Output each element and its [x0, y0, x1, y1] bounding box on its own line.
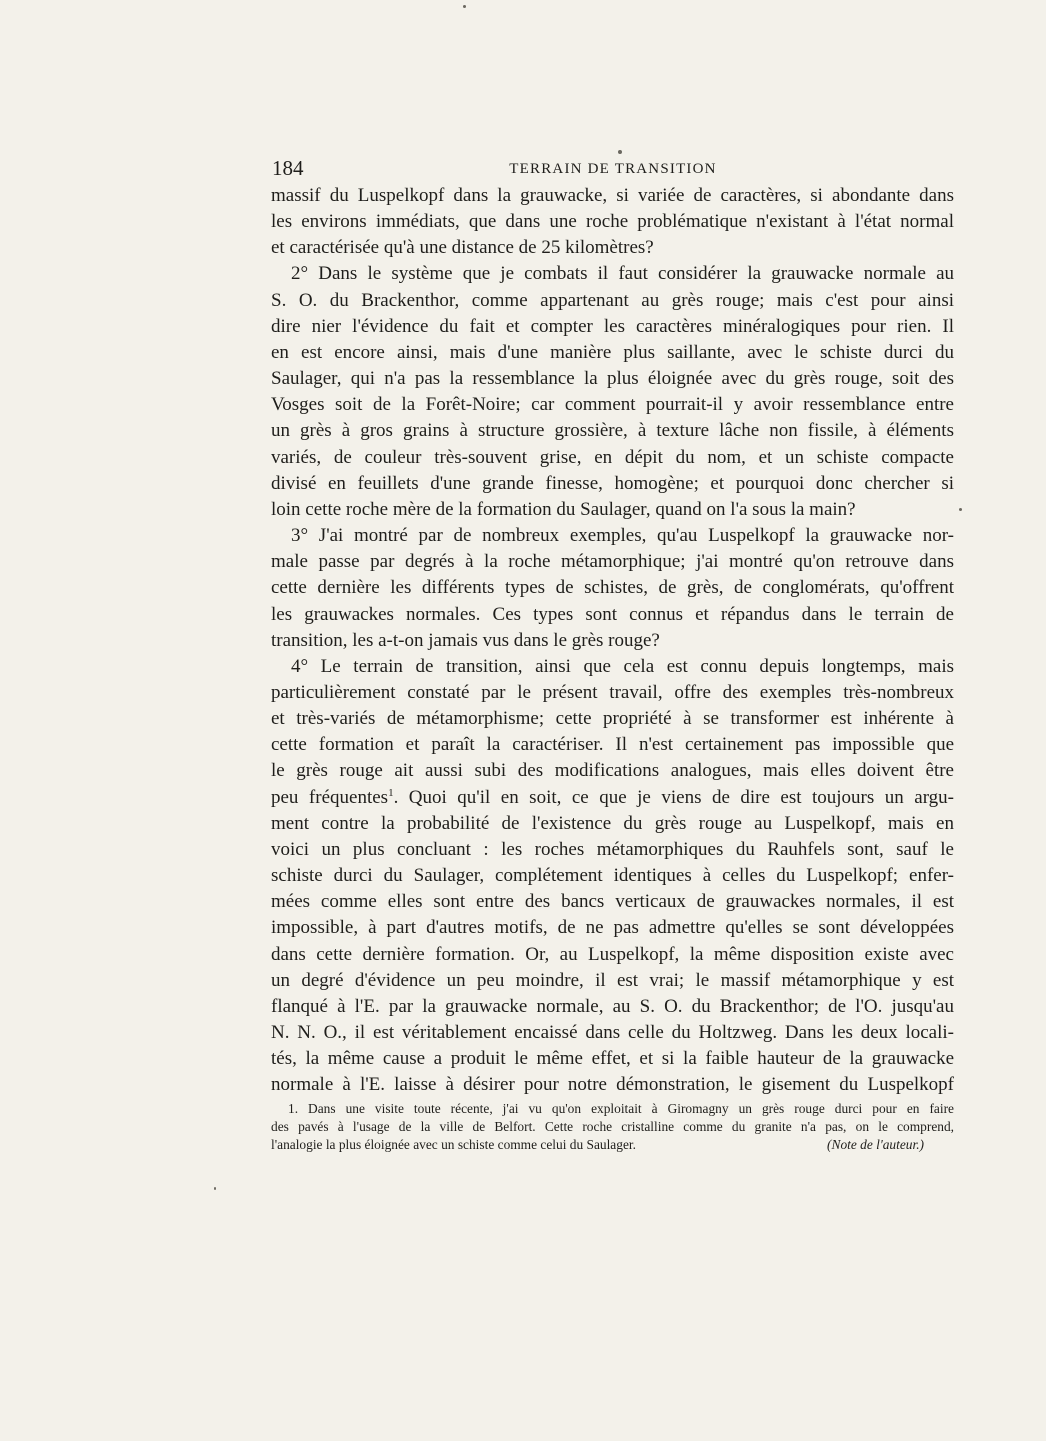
- text-line: un degré d'évidence un peu moindre, il est vrai; le massif métamorphique y est: [271, 969, 954, 991]
- text-line: le grès rouge ait aussi subi des modifications analogues, mais elles doivent être: [271, 760, 954, 782]
- text-line: divisé en feuillets d'une grande finesse, homogène; et pourquoi donc chercher si: [271, 472, 954, 494]
- text-line: tés, la même cause a produit le même effet, et si la faible hauteur de la grauwacke: [271, 1048, 954, 1070]
- footnote-line: des pavés à l'usage de la ville de Belfort. Cette roche cristalline comme du granite n'a pas, on le comprend,: [271, 1119, 954, 1135]
- text-line: normale à l'E. laisse à désirer pour notre démonstration, le gisement du Luspelkopf: [271, 1074, 954, 1096]
- text-line: loin cette roche mère de la formation du Saulager, quand on l'a sous la main?: [271, 498, 856, 520]
- text-line: cette dernière les différents types de schistes, de grès, de conglomérats, qu'offrent: [271, 577, 954, 599]
- footnote-marker: 1: [388, 786, 394, 799]
- footnote-text: l'analogie la plus éloignée avec un schiste comme celui du Saulager.: [271, 1137, 636, 1153]
- text-line: et caractérisée qu'à une distance de 25 kilomètres?: [271, 237, 654, 259]
- text-line: les grauwackes normales. Ces types sont connus et répandus dans le terrain de: [271, 603, 954, 625]
- page-number: 184: [272, 156, 304, 180]
- text-line: dire nier l'évidence du fait et compter les caractères minéralogiques pour rien. Il: [271, 315, 954, 337]
- print-speck: [214, 1187, 216, 1190]
- text-line: 4° Le terrain de transition, ainsi que cela est connu depuis longtemps, mais: [291, 655, 954, 677]
- text-line: schiste durci du Saulager, complétement identiques à celles du Luspelkopf; enfer-: [271, 865, 954, 887]
- text-segment: peu fréquentes: [271, 786, 389, 808]
- text-line: voici un plus concluant : les roches métamorphiques du Rauhfels sont, sauf le: [271, 838, 954, 860]
- print-speck: [618, 150, 622, 154]
- text-line: ment contre la probabilité de l'existence du grès rouge au Luspelkopf, mais en: [271, 812, 954, 834]
- print-speck: [959, 508, 962, 511]
- text-line: mées comme elles sont entre des bancs verticaux de grauwackes normales, il est: [271, 891, 954, 913]
- text-line: Saulager, qui n'a pas la ressemblance la plus éloignée avec du grès rouge, soit des: [271, 368, 954, 390]
- text-line: impossible, à part d'autres motifs, de ne pas admettre qu'elles se sont développées: [271, 917, 954, 939]
- text-line: 2° Dans le système que je combats il faut considérer la grauwacke normale au: [291, 263, 954, 285]
- text-line: N. N. O., il est véritablement encaissé dans celle du Holtzweg. Dans les deux locali-: [271, 1022, 954, 1043]
- text-segment: . Quoi qu'il en soit, ce que je viens de dire est toujours un argu-: [393, 786, 955, 808]
- running-head: TERRAIN DE TRANSITION: [509, 161, 717, 177]
- text-line: S. O. du Brackenthor, comme appartenant au grès rouge; mais c'est pour ainsi: [271, 289, 954, 311]
- text-line: en est encore ainsi, mais d'une manière plus saillante, avec le schiste durci du: [271, 341, 954, 363]
- text-line: cette formation et paraît la caractériser. Il n'est certainement pas impossible que: [271, 734, 954, 756]
- text-line: transition, les a-t-on jamais vus dans le grès rouge?: [271, 629, 660, 651]
- text-line: 3° J'ai montré par de nombreux exemples, qu'au Luspelkopf la grauwacke nor-: [291, 525, 954, 547]
- text-line: et très-variés de métamorphisme; cette propriété à se transformer est inhérente à: [271, 708, 954, 730]
- text-line: Vosges soit de la Forêt-Noire; car comment pourrait-il y avoir ressemblance entre: [271, 394, 954, 416]
- footnote: [271, 1100, 954, 1155]
- footnote-signature: (Note de l'auteur.): [827, 1137, 924, 1153]
- footnote-line: 1. Dans une visite toute récente, j'ai vu qu'on exploitait à Giromagny un grès rouge durci pour en faire: [288, 1101, 954, 1116]
- main-text: [271, 183, 954, 1098]
- text-line: [271, 785, 954, 811]
- text-line: flanqué à l'E. par la grauwacke normale, au S. O. du Brackenthor; de l'O. jusqu'au: [271, 995, 954, 1017]
- text-line: male passe par degrés à la roche métamorphique; j'ai montré qu'on retrouve dans: [271, 551, 954, 573]
- text-line: un grès à gros grains à structure grossière, à texture lâche non fissile, à éléments: [271, 420, 954, 442]
- text-line: dans cette dernière formation. Or, au Luspelkopf, la même disposition existe avec: [271, 943, 954, 965]
- page-header: [272, 156, 954, 182]
- text-line: les environs immédiats, que dans une roche problématique n'existant à l'état normal: [271, 211, 954, 233]
- footnote-line: [271, 1136, 954, 1154]
- text-line: particulièrement constaté par le présent travail, offre des exemples très-nombreux: [271, 681, 954, 703]
- print-speck: [463, 5, 466, 8]
- text-line: massif du Luspelkopf dans la grauwacke, si variée de caractères, si abondante dans: [271, 185, 954, 206]
- text-line: variés, de couleur très-souvent grise, en dépit du nom, et un schiste compacte: [271, 446, 954, 468]
